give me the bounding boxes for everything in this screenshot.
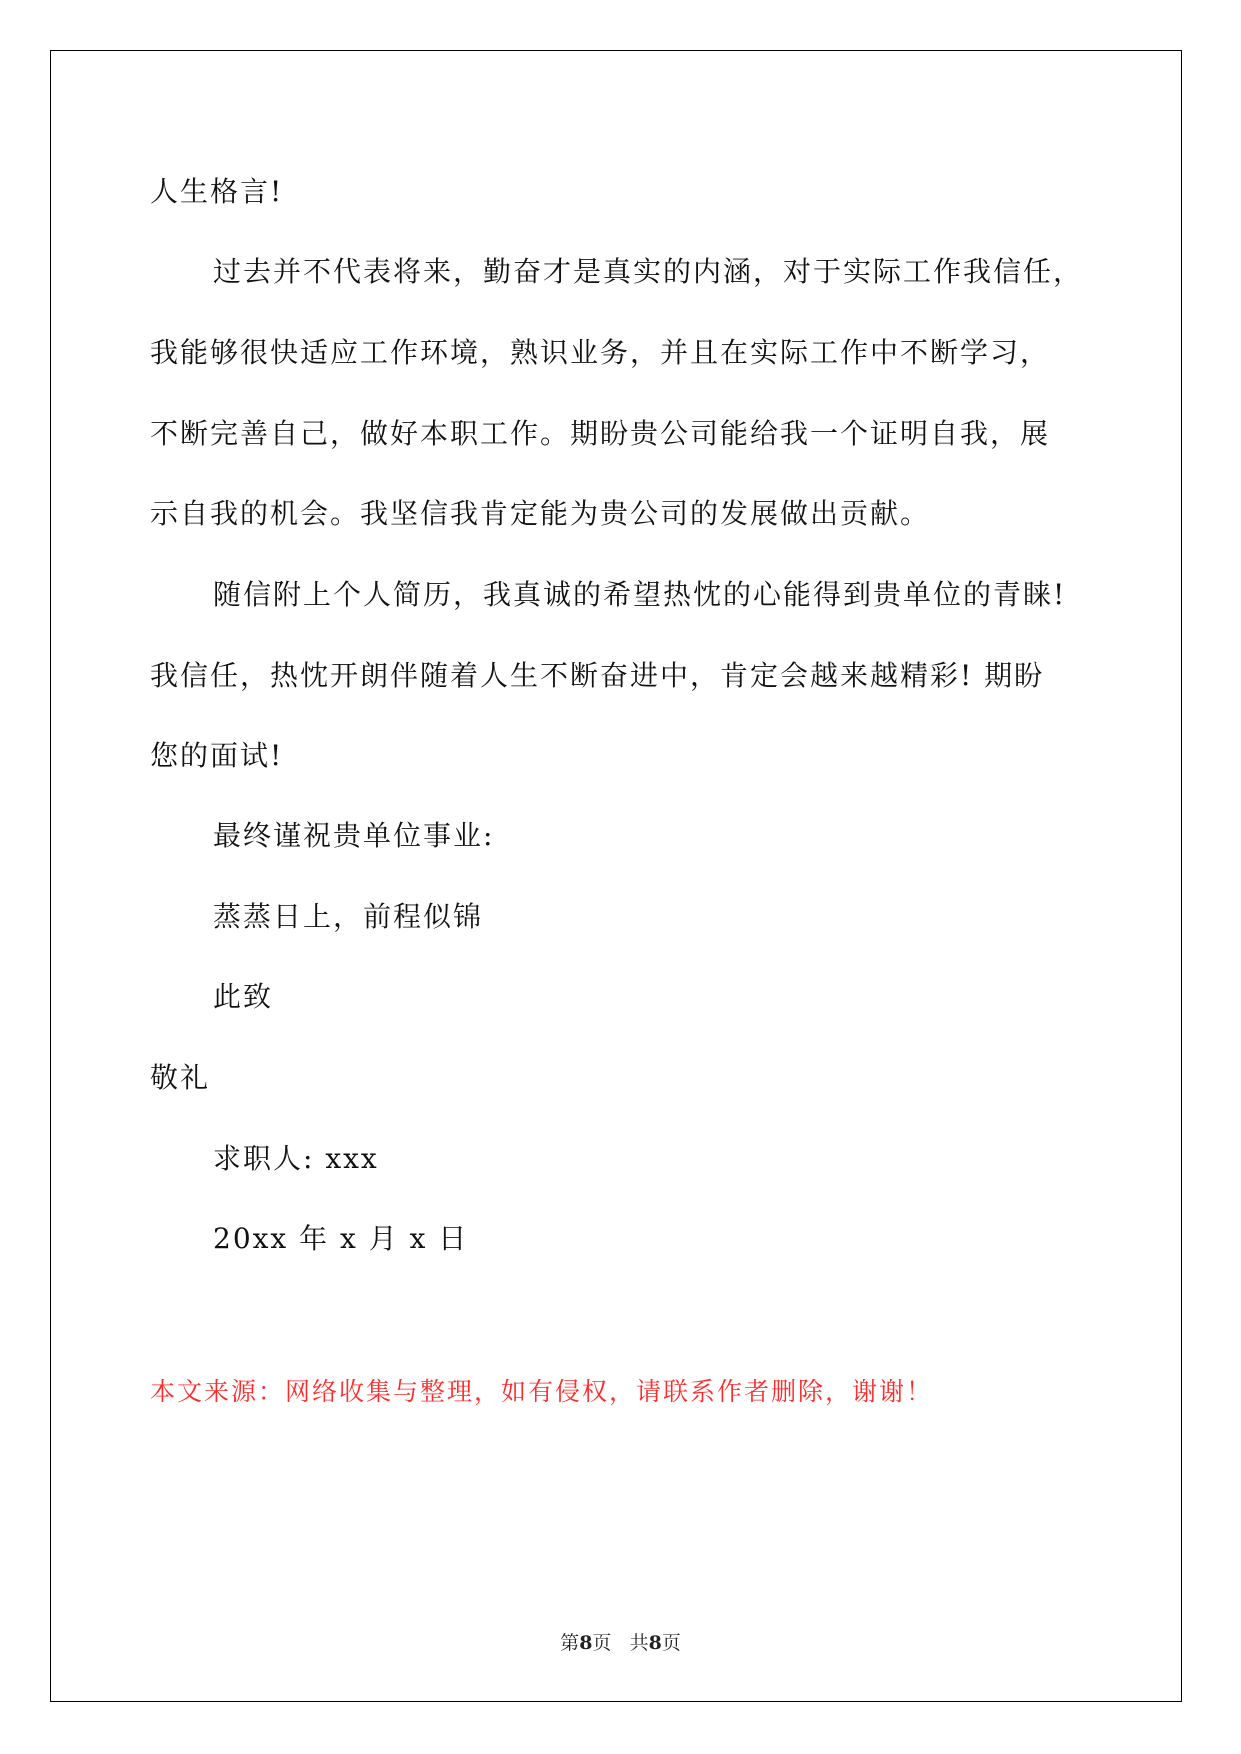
paragraph-line: 过去并不代表将来，勤奋才是真实的内涵，对于实际工作我信任， (213, 255, 1084, 288)
applicant-name: 求职人: xxx (213, 1142, 379, 1175)
salutation: 敬礼 (150, 1061, 211, 1094)
total-suffix: 页 (661, 1632, 681, 1654)
page-prefix: 第 (560, 1632, 580, 1654)
paragraph-line: 您的面试! (150, 739, 284, 772)
salutation: 此致 (213, 980, 274, 1013)
closing-wish: 蒸蒸日上，前程似锦 (213, 900, 484, 933)
letter-date: 20xx 年 x 月 x 日 (213, 1222, 469, 1255)
page-number: 8 (579, 1632, 593, 1654)
text-line: 人生格言! (150, 175, 284, 208)
closing-wish: 最终谨祝贵单位事业: (213, 819, 495, 852)
page-border (50, 50, 1182, 1702)
total-prefix: 共 (629, 1632, 649, 1654)
paragraph-line: 随信附上个人简历，我真诚的希望热忱的心能得到贵单位的青睐! (213, 578, 1067, 611)
paragraph-line: 我信任，热忱开朗伴随着人生不断奋进中，肯定会越来越精彩! 期盼 (150, 659, 1045, 692)
paragraph-line: 我能够很快适应工作环境，熟识业务，并且在实际工作中不断学习， (150, 336, 1051, 369)
page-suffix: 页 (592, 1632, 612, 1654)
page-footer (0, 1628, 1241, 1655)
total-pages: 8 (648, 1632, 662, 1654)
paragraph-line: 示自我的机会。我坚信我肯定能为贵公司的发展做出贡献。 (150, 497, 931, 530)
paragraph-line: 不断完善自己，做好本职工作。期盼贵公司能给我一个证明自我，展 (150, 417, 1051, 450)
source-note: 本文来源：网络收集与整理，如有侵权，请联系作者删除，谢谢！ (150, 1377, 934, 1406)
